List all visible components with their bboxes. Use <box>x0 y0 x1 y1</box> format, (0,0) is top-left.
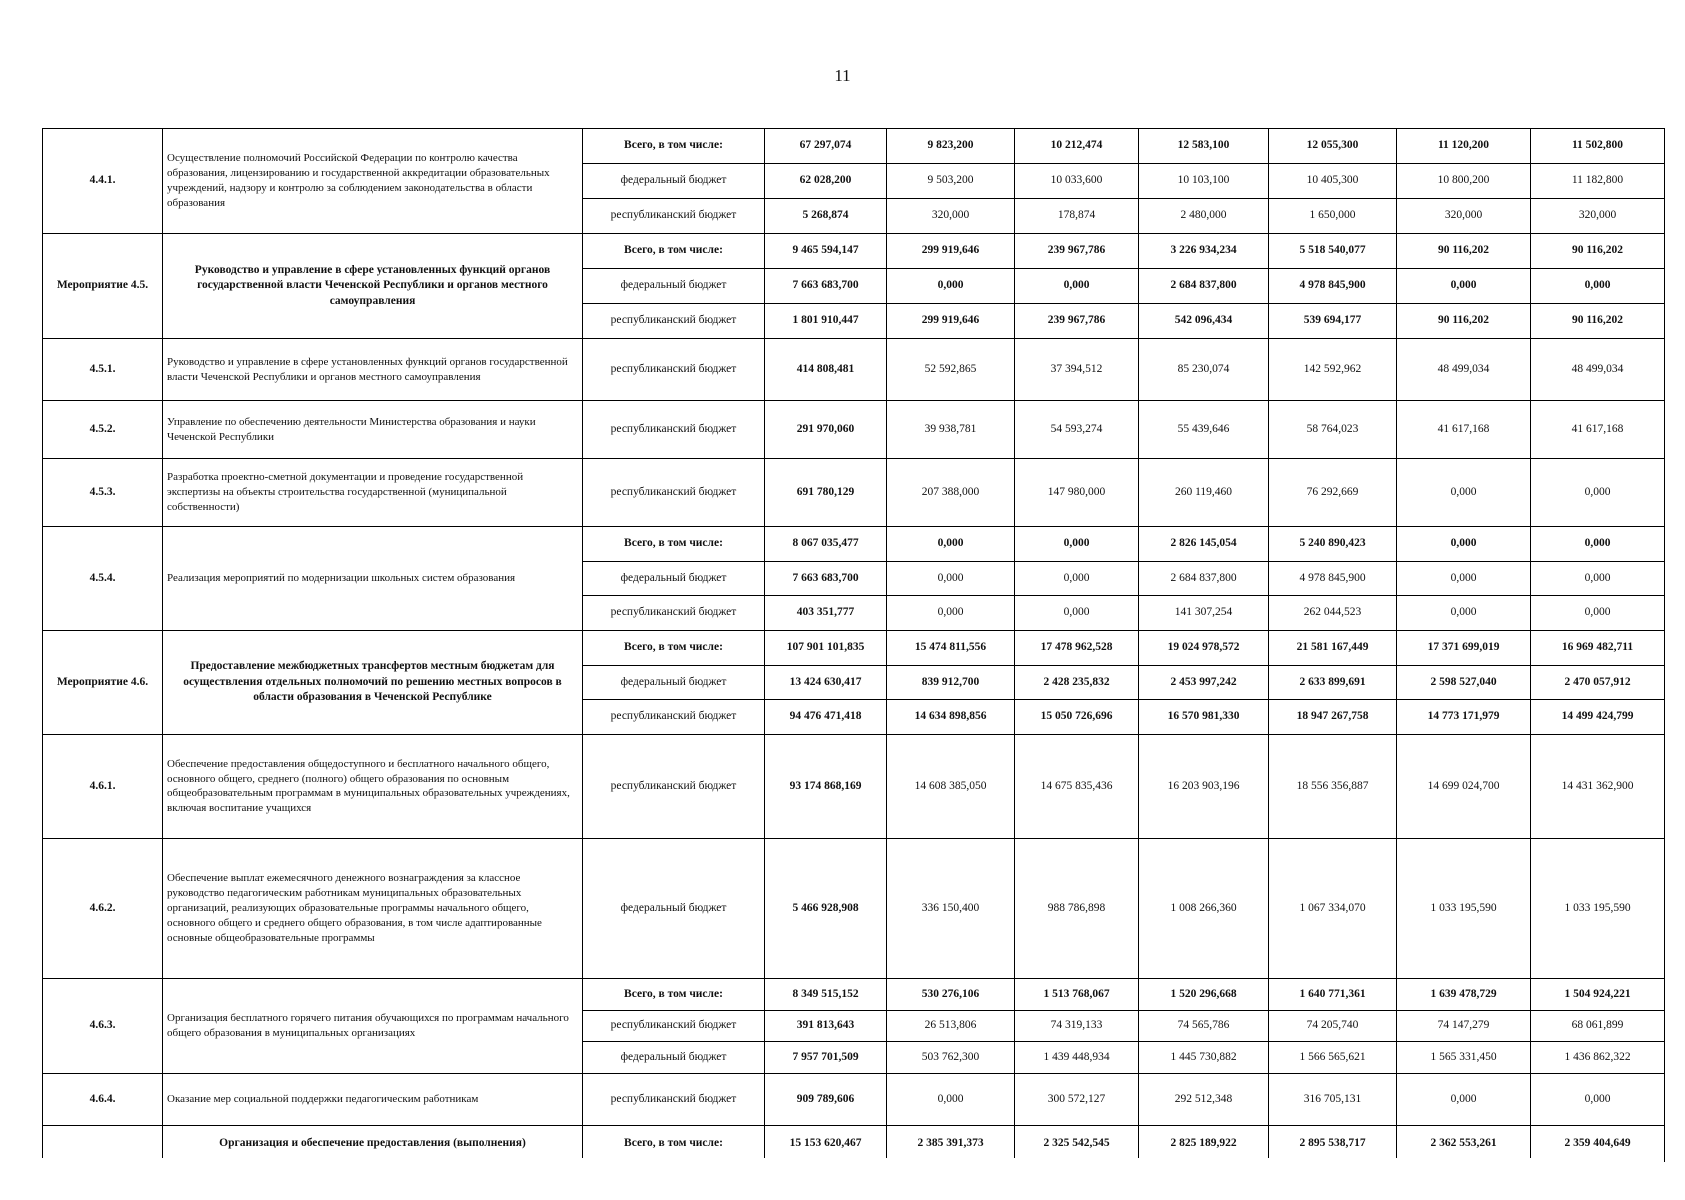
amount-year: 1 008 266,360 <box>1139 838 1269 978</box>
table-row <box>43 630 1665 665</box>
amount-year: 90 116,202 <box>1397 234 1531 269</box>
row-code: 4.5.4. <box>43 527 163 631</box>
amount-year: 292 512,348 <box>1139 1073 1269 1125</box>
amount-year: 2 480,000 <box>1139 199 1269 234</box>
amount-year: 0,000 <box>1531 269 1665 304</box>
amount-year: 178,874 <box>1015 199 1139 234</box>
row-description: Осуществление полномочий Российской Федерации по контролю качества образования, лицензированию и государственной аккредитации образовательных учреждений, надзору и контролю за соблюдением законодательства в области образования <box>163 129 583 234</box>
amount-year: 1 566 565,621 <box>1269 1042 1397 1074</box>
amount-year: 19 024 978,572 <box>1139 630 1269 665</box>
amount-year: 0,000 <box>1397 596 1531 631</box>
funding-source: федеральный бюджет <box>583 269 765 304</box>
row-description: Обеспечение выплат ежемесячного денежного вознаграждения за классное руководство педагогическим работникам муниципальных образовательных организаций, реализующих образовательные программы начального общего, основного общего и среднего общего образования, в том числе адаптированные основные общеобразовательные программы <box>163 838 583 978</box>
amount-year: 85 230,074 <box>1139 339 1269 401</box>
amount-year: 239 967,786 <box>1015 304 1139 339</box>
amount-year: 0,000 <box>887 596 1015 631</box>
amount-year: 18 947 267,758 <box>1269 700 1397 735</box>
row-code: 4.6.1. <box>43 734 163 838</box>
amount-year: 207 388,000 <box>887 459 1015 527</box>
amount-year: 10 800,200 <box>1397 164 1531 199</box>
table-row <box>43 1125 1665 1161</box>
amount-year: 15 474 811,556 <box>887 630 1015 665</box>
amount-total: 94 476 471,418 <box>765 700 887 735</box>
table-row <box>43 734 1665 838</box>
amount-year: 0,000 <box>887 527 1015 562</box>
amount-total: 1 801 910,447 <box>765 304 887 339</box>
amount-year: 1 640 771,361 <box>1269 978 1397 1010</box>
amount-year: 3 226 934,234 <box>1139 234 1269 269</box>
table-row <box>43 401 1665 459</box>
amount-year: 316 705,131 <box>1269 1073 1397 1125</box>
amount-total: 291 970,060 <box>765 401 887 459</box>
amount-year: 10 103,100 <box>1139 164 1269 199</box>
amount-year: 1 565 331,450 <box>1397 1042 1531 1074</box>
row-description: Обеспечение предоставления общедоступного и бесплатного начального общего, основного общего, среднего (полного) общего образования по основным общеобразовательным программам в муниципальных образовательных учреждениях, включая воспитание учащихся <box>163 734 583 838</box>
amount-total: 93 174 868,169 <box>765 734 887 838</box>
amount-year: 5 518 540,077 <box>1269 234 1397 269</box>
amount-total: 7 957 701,509 <box>765 1042 887 1074</box>
amount-year: 68 061,899 <box>1531 1010 1665 1042</box>
table-row <box>43 527 1665 562</box>
amount-year: 37 394,512 <box>1015 339 1139 401</box>
table-row <box>43 1073 1665 1125</box>
budget-table <box>42 128 1665 1162</box>
amount-year: 320,000 <box>887 199 1015 234</box>
amount-year: 0,000 <box>887 1073 1015 1125</box>
amount-year: 0,000 <box>887 269 1015 304</box>
amount-year: 54 593,274 <box>1015 401 1139 459</box>
amount-year: 262 044,523 <box>1269 596 1397 631</box>
amount-year: 2 895 538,717 <box>1269 1125 1397 1161</box>
amount-total: 67 297,074 <box>765 129 887 164</box>
funding-source: федеральный бюджет <box>583 665 765 700</box>
table-row <box>43 459 1665 527</box>
amount-year: 320,000 <box>1531 199 1665 234</box>
funding-source: Всего, в том числе: <box>583 527 765 562</box>
page-number: 11 <box>834 66 851 85</box>
row-description: Руководство и управление в сфере установленных функций органов государственной власти Чеченской Республики и органов местного самоуправления <box>163 234 583 339</box>
amount-year: 1 436 862,322 <box>1531 1042 1665 1074</box>
amount-total: 7 663 683,700 <box>765 561 887 596</box>
row-description: Оказание мер социальной поддержки педагогическим работникам <box>163 1073 583 1125</box>
funding-source: Всего, в том числе: <box>583 234 765 269</box>
row-description: Руководство и управление в сфере установленных функций органов государственной власти Чеченской Республики и органов местного самоуправления <box>163 339 583 401</box>
funding-source: республиканский бюджет <box>583 1073 765 1125</box>
amount-year: 4 978 845,900 <box>1269 269 1397 304</box>
table-row <box>43 234 1665 269</box>
amount-year: 90 116,202 <box>1531 234 1665 269</box>
amount-year: 14 431 362,900 <box>1531 734 1665 838</box>
amount-year: 26 513,806 <box>887 1010 1015 1042</box>
amount-year: 17 371 699,019 <box>1397 630 1531 665</box>
amount-total: 691 780,129 <box>765 459 887 527</box>
amount-year: 239 967,786 <box>1015 234 1139 269</box>
amount-year: 2 684 837,800 <box>1139 561 1269 596</box>
funding-source: федеральный бюджет <box>583 164 765 199</box>
amount-year: 41 617,168 <box>1397 401 1531 459</box>
amount-year: 52 592,865 <box>887 339 1015 401</box>
amount-year: 2 826 145,054 <box>1139 527 1269 562</box>
amount-year: 0,000 <box>1531 596 1665 631</box>
funding-source: республиканский бюджет <box>583 304 765 339</box>
row-code: 4.6.2. <box>43 838 163 978</box>
amount-year: 0,000 <box>1015 561 1139 596</box>
amount-year: 2 362 553,261 <box>1397 1125 1531 1161</box>
amount-year: 14 699 024,700 <box>1397 734 1531 838</box>
amount-year: 503 762,300 <box>887 1042 1015 1074</box>
amount-year: 10 033,600 <box>1015 164 1139 199</box>
amount-year: 11 182,800 <box>1531 164 1665 199</box>
amount-total: 62 028,200 <box>765 164 887 199</box>
table-body <box>43 129 1665 1162</box>
amount-year: 0,000 <box>887 561 1015 596</box>
amount-year: 839 912,700 <box>887 665 1015 700</box>
amount-year: 12 583,100 <box>1139 129 1269 164</box>
amount-year: 0,000 <box>1397 561 1531 596</box>
amount-year: 11 120,200 <box>1397 129 1531 164</box>
amount-year: 299 919,646 <box>887 304 1015 339</box>
funding-source: Всего, в том числе: <box>583 630 765 665</box>
amount-year: 10 212,474 <box>1015 129 1139 164</box>
amount-year: 336 150,400 <box>887 838 1015 978</box>
row-description: Управление по обеспечению деятельности Министерства образования и науки Чеченской Республики <box>163 401 583 459</box>
amount-year: 299 919,646 <box>887 234 1015 269</box>
amount-year: 0,000 <box>1531 561 1665 596</box>
row-code: 4.5.3. <box>43 459 163 527</box>
amount-year: 1 520 296,668 <box>1139 978 1269 1010</box>
funding-source: Всего, в том числе: <box>583 129 765 164</box>
amount-year: 0,000 <box>1397 527 1531 562</box>
amount-year: 0,000 <box>1015 527 1139 562</box>
funding-source: федеральный бюджет <box>583 838 765 978</box>
row-code: 4.5.1. <box>43 339 163 401</box>
funding-source: республиканский бюджет <box>583 1010 765 1042</box>
amount-year: 76 292,669 <box>1269 459 1397 527</box>
row-code: 4.5.2. <box>43 401 163 459</box>
amount-total: 391 813,643 <box>765 1010 887 1042</box>
amount-year: 260 119,460 <box>1139 459 1269 527</box>
amount-year: 1 067 334,070 <box>1269 838 1397 978</box>
funding-source: федеральный бюджет <box>583 1042 765 1074</box>
amount-year: 0,000 <box>1531 1073 1665 1125</box>
amount-total: 8 349 515,152 <box>765 978 887 1010</box>
funding-source: республиканский бюджет <box>583 401 765 459</box>
table-row <box>43 129 1665 164</box>
amount-year: 16 203 903,196 <box>1139 734 1269 838</box>
amount-year: 55 439,646 <box>1139 401 1269 459</box>
amount-total: 8 067 035,477 <box>765 527 887 562</box>
amount-year: 74 319,133 <box>1015 1010 1139 1042</box>
row-description: Реализация мероприятий по модернизации школьных систем образования <box>163 527 583 631</box>
row-code: 4.4.1. <box>43 129 163 234</box>
amount-total: 403 351,777 <box>765 596 887 631</box>
amount-year: 16 969 482,711 <box>1531 630 1665 665</box>
row-description: Организация бесплатного горячего питания обучающихся по программам начального общего образования в муниципальных организациях <box>163 978 583 1073</box>
amount-year: 320,000 <box>1397 199 1531 234</box>
funding-source: республиканский бюджет <box>583 199 765 234</box>
amount-year: 11 502,800 <box>1531 129 1665 164</box>
table-row <box>43 339 1665 401</box>
amount-year: 0,000 <box>1531 527 1665 562</box>
amount-year: 14 675 835,436 <box>1015 734 1139 838</box>
amount-total: 15 153 620,467 <box>765 1125 887 1161</box>
amount-year: 1 639 478,729 <box>1397 978 1531 1010</box>
amount-year: 2 825 189,922 <box>1139 1125 1269 1161</box>
row-description: Разработка проектно-сметной документации и проведение государственной экспертизы на объекты строительства государственной (муниципальной собственности) <box>163 459 583 527</box>
amount-year: 90 116,202 <box>1397 304 1531 339</box>
row-code: 4.6.3. <box>43 978 163 1073</box>
amount-total: 909 789,606 <box>765 1073 887 1125</box>
amount-year: 16 570 981,330 <box>1139 700 1269 735</box>
funding-source: республиканский бюджет <box>583 459 765 527</box>
amount-year: 2 633 899,691 <box>1269 665 1397 700</box>
amount-year: 1 504 924,221 <box>1531 978 1665 1010</box>
amount-year: 5 240 890,423 <box>1269 527 1397 562</box>
amount-year: 4 978 845,900 <box>1269 561 1397 596</box>
row-code <box>43 1125 163 1161</box>
amount-year: 1 650,000 <box>1269 199 1397 234</box>
amount-year: 39 938,781 <box>887 401 1015 459</box>
funding-source: республиканский бюджет <box>583 700 765 735</box>
amount-year: 2 453 997,242 <box>1139 665 1269 700</box>
amount-year: 530 276,106 <box>887 978 1015 1010</box>
table-row <box>43 978 1665 1010</box>
row-code: Мероприятие 4.5. <box>43 234 163 339</box>
amount-year: 1 033 195,590 <box>1531 838 1665 978</box>
funding-source: федеральный бюджет <box>583 561 765 596</box>
table-row <box>43 838 1665 978</box>
amount-year: 14 499 424,799 <box>1531 700 1665 735</box>
amount-year: 2 684 837,800 <box>1139 269 1269 304</box>
row-description: Предоставление межбюджетных трансфертов местным бюджетам для осуществления отдельных полномочий по решению местных вопросов в области образования в Чеченской Республике <box>163 630 583 734</box>
page-bottom-edge <box>42 1158 1664 1200</box>
amount-year: 74 205,740 <box>1269 1010 1397 1042</box>
amount-year: 2 470 057,912 <box>1531 665 1665 700</box>
amount-year: 142 592,962 <box>1269 339 1397 401</box>
amount-year: 74 147,279 <box>1397 1010 1531 1042</box>
amount-year: 17 478 962,528 <box>1015 630 1139 665</box>
amount-year: 2 428 235,832 <box>1015 665 1139 700</box>
amount-year: 21 581 167,449 <box>1269 630 1397 665</box>
amount-year: 0,000 <box>1397 269 1531 304</box>
amount-year: 1 513 768,067 <box>1015 978 1139 1010</box>
amount-year: 2 598 527,040 <box>1397 665 1531 700</box>
amount-total: 5 268,874 <box>765 199 887 234</box>
amount-year: 1 445 730,882 <box>1139 1042 1269 1074</box>
funding-source: Всего, в том числе: <box>583 978 765 1010</box>
amount-year: 0,000 <box>1397 1073 1531 1125</box>
amount-year: 58 764,023 <box>1269 401 1397 459</box>
amount-year: 0,000 <box>1015 269 1139 304</box>
amount-year: 542 096,434 <box>1139 304 1269 339</box>
amount-year: 12 055,300 <box>1269 129 1397 164</box>
amount-year: 539 694,177 <box>1269 304 1397 339</box>
amount-year: 2 385 391,373 <box>887 1125 1015 1161</box>
amount-year: 988 786,898 <box>1015 838 1139 978</box>
amount-year: 14 634 898,856 <box>887 700 1015 735</box>
row-code: 4.6.4. <box>43 1073 163 1125</box>
amount-year: 0,000 <box>1531 459 1665 527</box>
amount-year: 1 033 195,590 <box>1397 838 1531 978</box>
amount-total: 9 465 594,147 <box>765 234 887 269</box>
amount-total: 7 663 683,700 <box>765 269 887 304</box>
row-code: Мероприятие 4.6. <box>43 630 163 734</box>
amount-year: 2 359 404,649 <box>1531 1125 1665 1161</box>
amount-year: 18 556 356,887 <box>1269 734 1397 838</box>
amount-year: 41 617,168 <box>1531 401 1665 459</box>
amount-year: 90 116,202 <box>1531 304 1665 339</box>
amount-total: 107 901 101,835 <box>765 630 887 665</box>
amount-total: 5 466 928,908 <box>765 838 887 978</box>
amount-year: 0,000 <box>1397 459 1531 527</box>
amount-year: 15 050 726,696 <box>1015 700 1139 735</box>
funding-source: республиканский бюджет <box>583 734 765 838</box>
amount-year: 0,000 <box>1015 596 1139 631</box>
amount-year: 1 439 448,934 <box>1015 1042 1139 1074</box>
amount-year: 48 499,034 <box>1531 339 1665 401</box>
funding-source: республиканский бюджет <box>583 339 765 401</box>
funding-source: Всего, в том числе: <box>583 1125 765 1161</box>
amount-year: 141 307,254 <box>1139 596 1269 631</box>
amount-year: 48 499,034 <box>1397 339 1531 401</box>
row-description: Организация и обеспечение предоставления (выполнения) <box>163 1125 583 1161</box>
amount-year: 147 980,000 <box>1015 459 1139 527</box>
amount-year: 9 503,200 <box>887 164 1015 199</box>
amount-total: 13 424 630,417 <box>765 665 887 700</box>
amount-year: 2 325 542,545 <box>1015 1125 1139 1161</box>
amount-total: 414 808,481 <box>765 339 887 401</box>
amount-year: 10 405,300 <box>1269 164 1397 199</box>
amount-year: 300 572,127 <box>1015 1073 1139 1125</box>
amount-year: 74 565,786 <box>1139 1010 1269 1042</box>
amount-year: 14 773 171,979 <box>1397 700 1531 735</box>
funding-source: республиканский бюджет <box>583 596 765 631</box>
amount-year: 14 608 385,050 <box>887 734 1015 838</box>
amount-year: 9 823,200 <box>887 129 1015 164</box>
